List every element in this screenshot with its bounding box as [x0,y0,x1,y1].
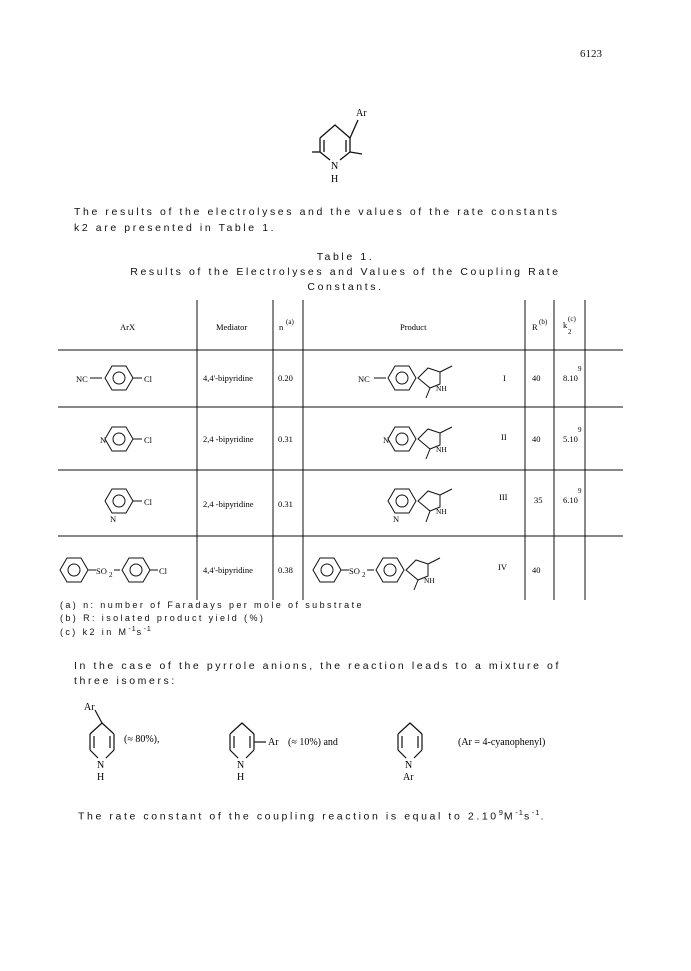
row3-arx-right: Cl [144,497,153,507]
row1-n: 0.20 [278,373,293,383]
row4-arx-so2-sub: 2 [109,571,113,579]
row2-k: 5.10 [563,434,578,444]
row3-roman: III [499,492,508,502]
row4-mediator: 4,4'-bipyridine [203,565,253,575]
footnote-c-s: s [136,627,144,637]
top-n-label: N [331,161,339,172]
row3-k-exp: 9 [578,487,582,495]
row4-n: 0.38 [278,565,293,575]
isomer1-n: N [97,760,105,771]
row4-nh: NH [424,576,435,585]
final-s: s [523,810,532,823]
row2-roman: II [501,432,507,442]
row1-nh: NH [436,384,447,393]
row3-prod-n: N [393,514,400,524]
final-m: M [503,810,516,823]
header-mediator: Mediator [216,322,248,332]
row2-arx-left: N [100,435,107,445]
row-4 [60,558,541,590]
header-product: Product [400,322,427,332]
row2-n: 0.31 [278,434,293,444]
row3-n: 0.31 [278,499,293,509]
row1-arx-left: NC [76,374,88,384]
final-sup2: -1 [515,808,524,817]
row3-mediator: 2,4 -bipyridine [203,499,254,509]
isomer2-ar: Ar [268,737,279,748]
row2-r: 40 [532,434,541,444]
final-end: . [540,810,547,823]
header-n: n [279,322,284,332]
row4-arx-so2: SO [96,566,107,576]
row1-roman: I [503,373,506,383]
final-sup3: -1 [531,808,541,817]
row1-k: 8.10 [563,373,578,383]
row4-prod-so2-sub: 2 [362,571,366,579]
footnote-c [60,626,152,637]
isomer1-h: H [97,772,105,783]
row3-nh: NH [436,507,447,516]
pyrrole-line-1: In the case of the pyrrole anions, the reaction leads to a mixture of [74,660,561,672]
header-n-sup: (a) [286,318,294,326]
results-table [58,300,628,600]
row1-mediator: 4,4'-bipyridine [203,373,253,383]
header-k-sub: 2 [568,328,572,336]
table-caption-2: Constants. [307,281,384,293]
header-k: k [563,320,568,330]
row1-arx-right: Cl [144,374,153,384]
row2-arx-right: Cl [144,435,153,445]
top-ar-label: Ar [356,108,367,119]
intro-line-1: The results of the electrolyses and the values of the rate constants [74,206,560,218]
footnote-c-sup1: -1 [128,626,137,633]
isomer2-label: (≈ 10%) and [288,737,338,748]
isomers-figure [80,698,600,790]
row1-r: 40 [532,373,541,383]
isomer3-label: (Ar = 4-cyanophenyl) [458,737,546,748]
isomer1-label: (≈ 80%), [124,734,160,745]
row-2 [100,426,582,459]
header-k-sup: (c) [568,315,576,323]
row2-mediator: 2,4 -bipyridine [203,434,254,444]
isomer2-n: N [237,760,245,771]
isomer3-ar: Ar [403,772,414,783]
row3-k: 6.10 [563,495,578,505]
row2-nh: NH [436,445,447,454]
row4-r: 40 [532,565,541,575]
header-r-sup: (b) [539,318,548,326]
final-text [78,808,546,823]
row4-roman: IV [498,562,507,572]
row-1 [76,365,582,398]
intro-line-2: k2 are presented in Table 1. [74,222,277,234]
row2-k-exp: 9 [578,426,582,434]
row3-arx-n: N [110,514,117,524]
row2-prod-left: N [383,435,390,445]
footnote-c-sup2: -1 [143,626,152,633]
isomer1-ar: Ar [84,702,95,713]
row-3 [105,487,582,524]
header-r: R [532,322,538,332]
row3-r: 35 [534,495,543,505]
footnote-a: (a) n: number of Faradays per mole of substrate [60,600,364,610]
footnote-b: (b) R: isolated product yield (%) [60,613,266,623]
row4-prod-so2: SO [349,566,360,576]
page-number: 6123 [580,48,602,60]
row4-arx-right: Cl [159,566,168,576]
top-h-label: H [331,174,339,185]
top-structure [300,100,390,190]
row1-k-exp: 9 [578,365,582,373]
table-title: Table 1. [316,251,375,263]
final-sup1: 9 [498,808,504,817]
isomer2-h: H [237,772,245,783]
row1-prod-left: NC [358,374,370,384]
final-text-main: The rate constant of the coupling reaction is equal to 2.10 [78,810,499,823]
header-arx: ArX [120,322,136,332]
table-caption-1: Results of the Electrolyses and Values of the Coupling Rate [130,266,561,278]
pyrrole-line-2: three isomers: [74,675,177,687]
isomer3-n: N [405,760,413,771]
footnote-c-text: (c) k2 in M [60,627,129,637]
